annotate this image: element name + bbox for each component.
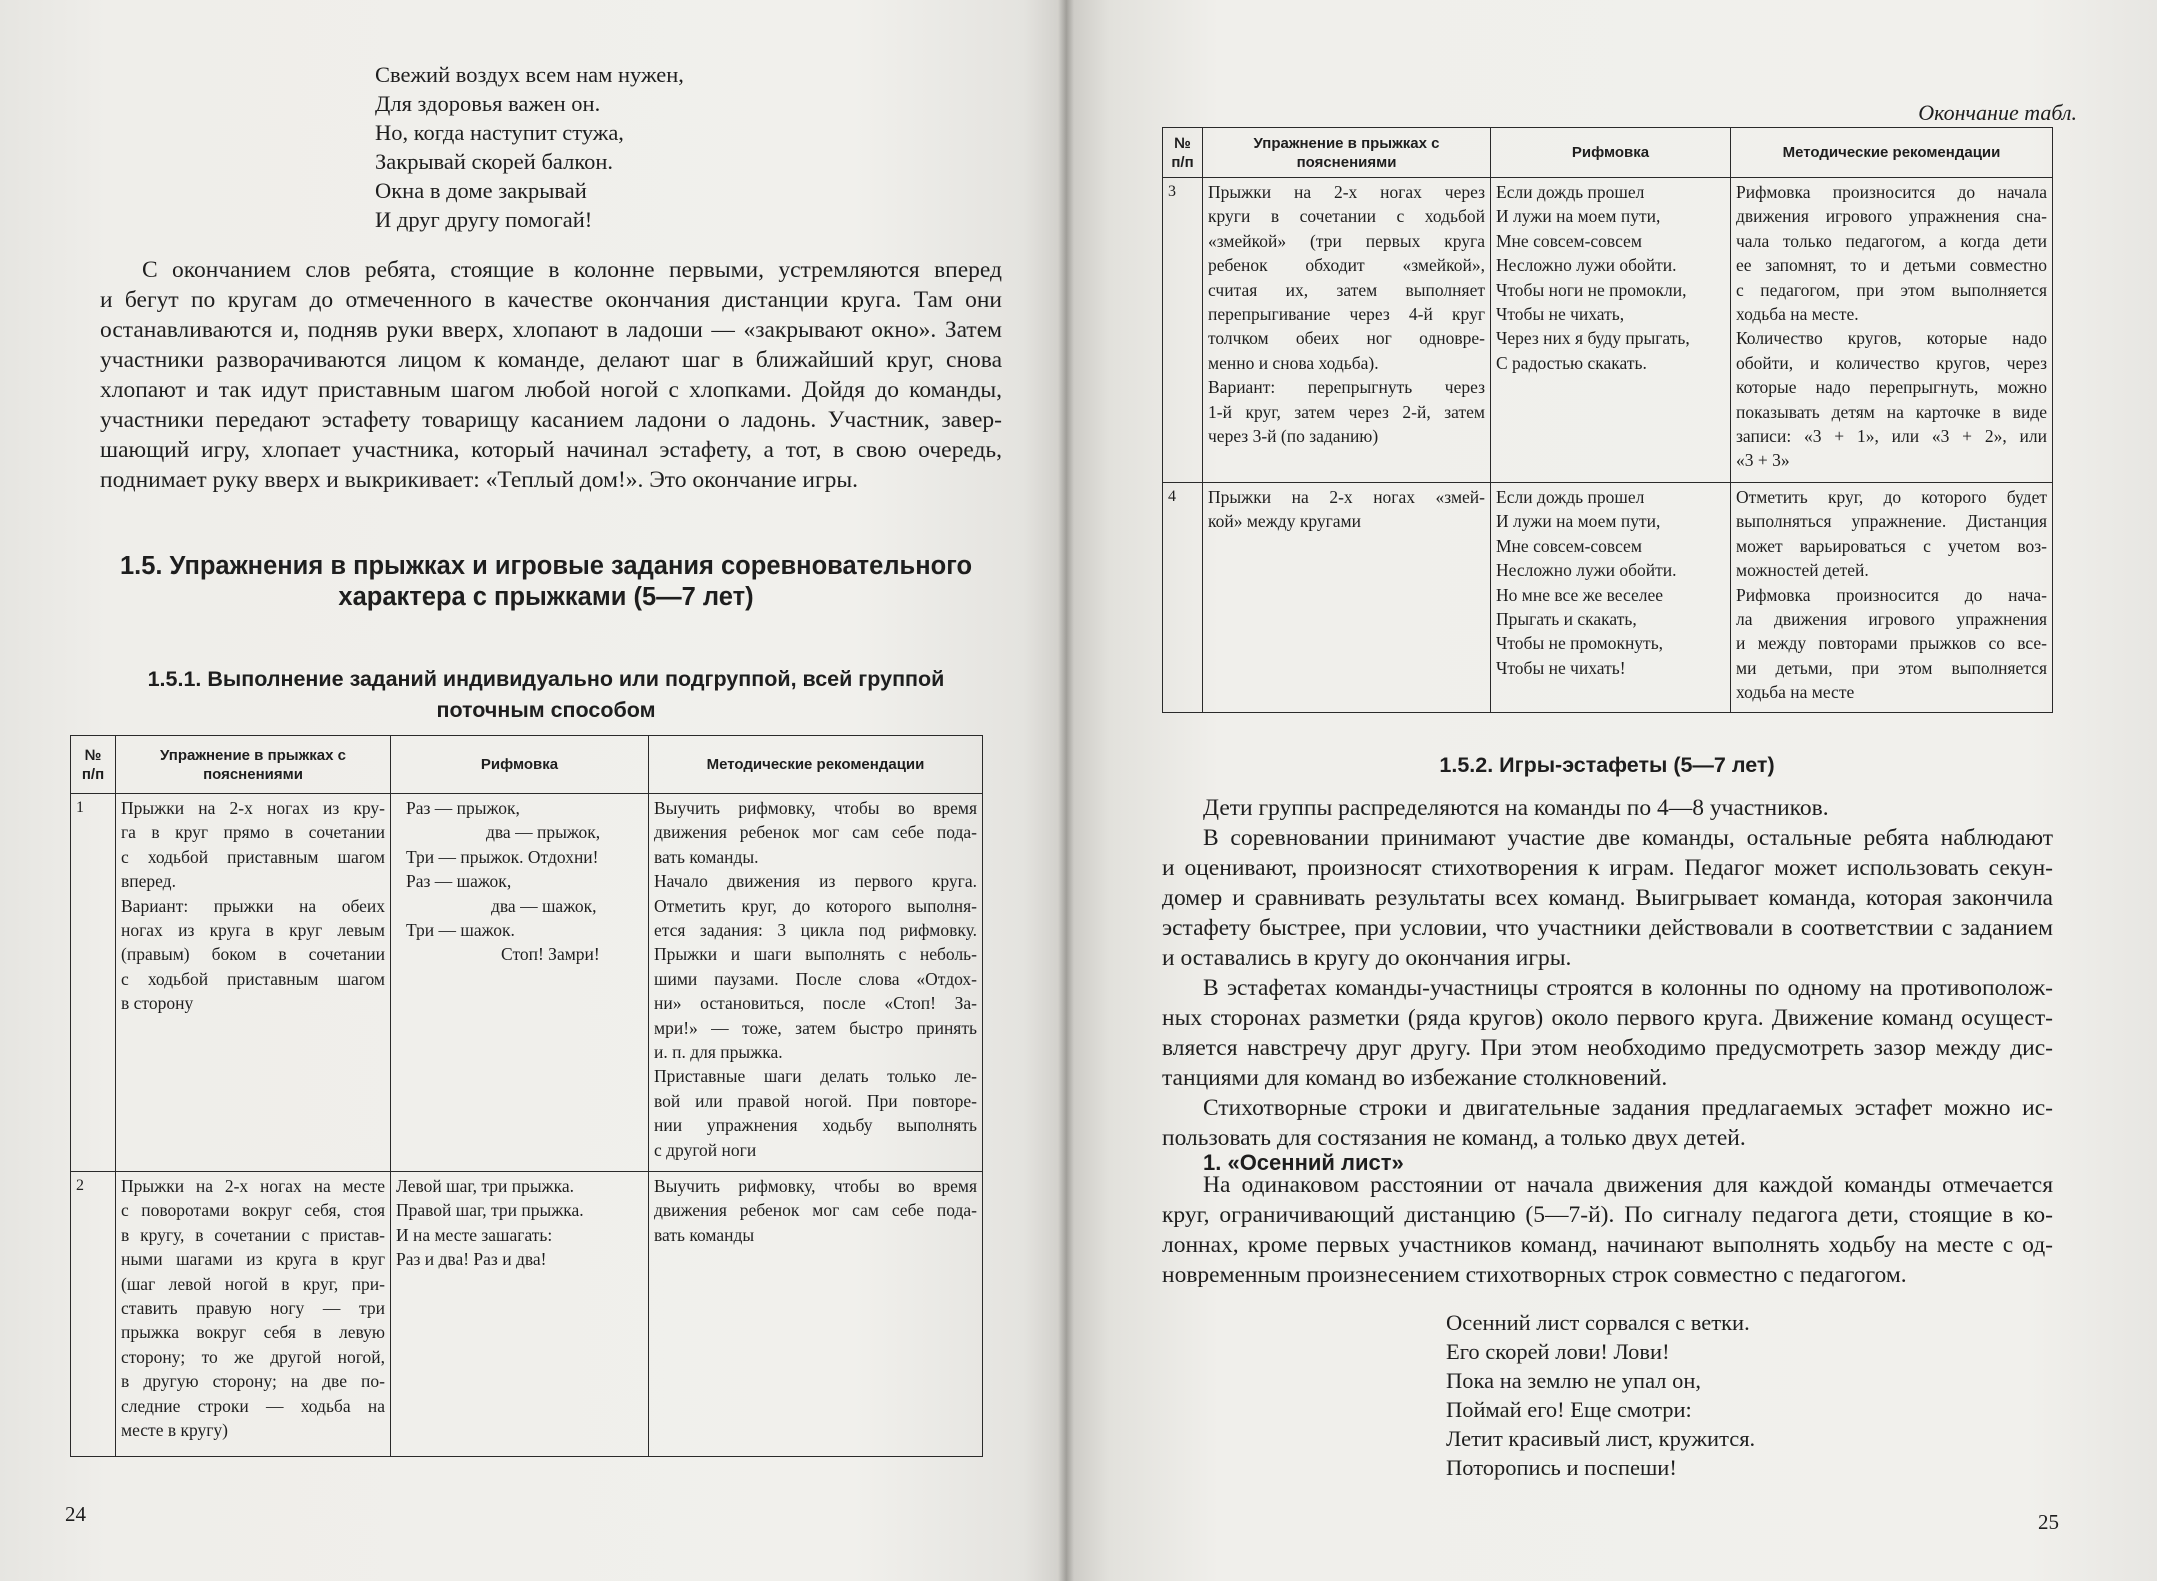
cell-line: Вариант: перепрыгнуть через xyxy=(1208,377,1485,398)
cell-line: толчком обеих ног одновре- xyxy=(1208,328,1485,349)
cell-line: движения игрового упражнения сна- xyxy=(1736,206,2047,227)
exercise-cell xyxy=(116,794,391,1172)
cell-line: Правой шаг, три прыжка. xyxy=(396,1200,584,1221)
subsection-heading-line2: поточным способом xyxy=(436,698,656,722)
cell-line: круги в сочетании с ходьбой xyxy=(1208,206,1485,227)
cell-line: выполняться упражнение. Дистанция xyxy=(1736,511,2047,532)
cell-line: вать команды xyxy=(654,1224,755,1245)
cell-line: шими паузами. После слова «Отдох- xyxy=(654,968,977,989)
cell-line: Раз и два! Раз и два! xyxy=(396,1249,547,1270)
exercise-cell xyxy=(1203,483,1491,713)
rhyme-cell xyxy=(1491,483,1731,713)
cell-line: Три — прыжок. Отдохни! xyxy=(406,846,599,867)
cell-line: Если дождь прошел xyxy=(1496,182,1645,202)
section-heading: 1.5. Упражнения в прыжках и игровые задания соревновательного xyxy=(119,552,973,580)
cell-line: два — прыжок, xyxy=(486,822,601,843)
cell-line: Выучить рифмовку, чтобы во время xyxy=(654,1176,977,1196)
cell-line: га в круг прямо в сочетании xyxy=(121,822,385,843)
cell-line: с поворотами вокруг себя, стоя xyxy=(121,1200,385,1221)
cell-line: Чтобы не чихать, xyxy=(1496,304,1625,325)
cell-line: Через них я буду прыгать, xyxy=(1496,328,1690,349)
cell-line: Чтобы не чихать! xyxy=(1496,657,1626,678)
cell-line: в кругу, в сочетании с пристав- xyxy=(121,1224,385,1245)
paragraph-line: поднимает руку вверх и выкрикивает: «Теплый дом!». Это окончание игры. xyxy=(100,467,859,493)
poem-line: Поймай его! Еще смотри: xyxy=(1446,1397,1692,1422)
cell-line: вперед. xyxy=(121,871,176,892)
table-header-row xyxy=(1163,128,2053,178)
cell-line: Чтобы ноги не промокли, xyxy=(1496,279,1687,300)
cell-line: ставить правую ногу — три xyxy=(121,1298,385,1319)
cell-line: Несложно лужи обойти. xyxy=(1496,255,1677,276)
paragraph-line: круг, ограничивающий дистанцию (5—7-й). По сигналу педагога дети, стоящие в ко- xyxy=(1162,1202,2053,1228)
poem-line: Но, когда наступит стужа, xyxy=(375,120,624,145)
cell-line: ными шагами из круга в круг xyxy=(121,1249,385,1270)
cell-line: в сторону xyxy=(121,993,194,1014)
cell-line: ходьба на месте xyxy=(1736,682,1855,703)
cell-line: месте в кругу) xyxy=(121,1420,228,1441)
cell-line: «3 + 3» xyxy=(1736,450,1790,471)
left-page xyxy=(0,0,1066,1581)
cell-line: Рифмовка произносится до начала xyxy=(1736,182,2047,202)
row-number: 1 xyxy=(71,794,116,1172)
table-row xyxy=(1163,483,2053,713)
table-header-row xyxy=(71,736,983,794)
poem-line: Окна в доме закрывай xyxy=(375,178,587,203)
header-num: № п/п xyxy=(71,736,116,794)
cell-line: Три — шажок. xyxy=(406,920,515,941)
exercise-cell xyxy=(1203,178,1491,483)
row-number: 3 xyxy=(1163,178,1203,483)
cell-line: ее запомнят, то и детьми совместно xyxy=(1736,255,2047,276)
cell-line: Рифмовка произносится до нача- xyxy=(1736,584,2047,605)
paragraph-line: ных сторонах разметки (ряда кругов) около первого круга. Движение команд осущест- xyxy=(1162,1005,2053,1031)
cell-line: нии упражнения ходьбу выполнять xyxy=(654,1115,977,1136)
header-advice: Методические рекомендации xyxy=(649,736,983,794)
cell-line: менно и снова ходьба). xyxy=(1208,352,1379,373)
paragraph-line: танциями для команд во избежание столкновений. xyxy=(1162,1065,1668,1091)
cell-line: Прыжки на 2-х ногах из кру- xyxy=(121,798,385,818)
advice-cell xyxy=(649,794,983,1172)
poem-line: И друг другу помогай! xyxy=(375,207,593,232)
cell-line: следние строки — ходьба на xyxy=(121,1395,385,1416)
paragraph-line: эстафету быстрее, при условии, что участники действовали в соответствии с заданием xyxy=(1162,915,2053,941)
cell-line: И лужи на моем пути, xyxy=(1496,206,1661,227)
cell-line: движения ребенок мог сам себе пода- xyxy=(654,1200,977,1221)
cell-line: Раз — прыжок, xyxy=(406,798,520,818)
cell-line: Количество кругов, которые надо xyxy=(1736,328,2047,349)
cell-line: ла движения игрового упражнения xyxy=(1736,609,2047,630)
cell-line: в другую сторону; на две по- xyxy=(121,1371,385,1392)
cell-line: кой» между кругами xyxy=(1208,511,1361,532)
cell-line: 1-й круг, затем через 2-й, затем xyxy=(1208,401,1485,422)
header-advice: Методические рекомендации xyxy=(1731,128,2053,178)
right-page xyxy=(1066,0,2157,1581)
cell-line: с ходьбой приставным шагом xyxy=(121,968,385,989)
header-num: № п/п xyxy=(1163,128,1203,178)
paragraph-line: В эстафетах команды-участницы строятся в колонны по одному на противополож- xyxy=(1203,975,2053,1001)
cell-line: может варьироваться с учетом воз- xyxy=(1736,535,2047,556)
cell-line: Несложно лужи обойти. xyxy=(1496,560,1677,581)
cell-line: Раз — шажок, xyxy=(406,871,512,892)
cell-line: Прыжки на 2-х ногах на месте xyxy=(121,1176,385,1196)
exercise-table-left xyxy=(70,735,983,1457)
cell-line: считая их, затем выполняет xyxy=(1208,279,1485,300)
cell-line: (правым) боком в сочетании xyxy=(121,944,385,965)
paragraph-line: Стихотворные строки и двигательные задания предлагаемых эстафет можно ис- xyxy=(1203,1095,2053,1121)
cell-line: «змейкой» (три первых круга xyxy=(1208,230,1485,251)
poem-line: Свежий воздух всем нам нужен, xyxy=(375,62,684,87)
cell-line: и. п. для прыжка. xyxy=(654,1042,783,1063)
exercise-cell xyxy=(116,1172,391,1457)
cell-line: Прыжки на 2-х ногах через xyxy=(1208,182,1485,202)
cell-line: Отметить круг, до которого будет xyxy=(1736,487,2047,507)
table-row xyxy=(71,1172,983,1457)
cell-line: Мне совсем-совсем xyxy=(1496,535,1642,556)
row-number: 4 xyxy=(1163,483,1203,713)
header-exercise: Упражнение в прыжках с пояснениями xyxy=(116,736,391,794)
poem-line: Пока на землю не упал он, xyxy=(1446,1368,1702,1393)
cell-line: Прыгать и скакать, xyxy=(1496,609,1637,630)
paragraph-line: и оценивают, произносят стихотворения к играм. Педагог может использовать секун- xyxy=(1162,855,2053,881)
poem-line: Его скорей лови! Лови! xyxy=(1446,1339,1670,1364)
cell-line: Начало движения из первого круга. xyxy=(654,871,977,892)
cell-line: (шаг левой ногой в круг, при- xyxy=(121,1273,385,1294)
cell-line: перепрыгивание через 4-й круг xyxy=(1208,304,1485,325)
cell-line: два — шажок, xyxy=(491,895,597,916)
cell-line: ми детьми, при этом выполняется xyxy=(1736,657,2047,678)
cell-line: ни» остановиться, после «Стоп! За- xyxy=(654,993,977,1014)
poem-line: Закрывай скорей балкон. xyxy=(375,149,614,174)
cell-line: ногах из круга в круг левым xyxy=(121,920,385,941)
cell-line: Левой шаг, три прыжка. xyxy=(396,1176,575,1196)
cell-line: ходьба на месте. xyxy=(1736,304,1859,325)
table-continuation-caption: Окончание табл. xyxy=(1918,100,2077,125)
cell-line: обойти, и количество кругов, через xyxy=(1736,352,2047,373)
cell-line: сторону; то же другой ногой, xyxy=(121,1346,385,1367)
paragraph-line: вляется навстречу друг другу. При этом необходимо предусмотреть зазор между дис- xyxy=(1162,1035,2053,1061)
cell-line: Мне совсем-совсем xyxy=(1496,230,1642,251)
header-exercise: Упражнение в прыжках с пояснениями xyxy=(1203,128,1491,178)
paragraph-line: новременным произнесением стихотворных строк совместно с педагогом. xyxy=(1162,1262,1907,1288)
cell-line: с другой ноги xyxy=(654,1139,757,1160)
advice-cell xyxy=(1731,178,2053,483)
page-number: 25 xyxy=(2038,1510,2059,1534)
cell-line: Если дождь прошел xyxy=(1496,487,1645,507)
book-gutter xyxy=(1058,0,1074,1581)
paragraph-line: На одинаковом расстоянии от начала движения для каждой команды отмечается xyxy=(1203,1172,2053,1198)
cell-line: Прыжки на 2-х ногах «змей- xyxy=(1208,487,1485,507)
paragraph-line: пользовать для состязания не команд, а только двух детей. xyxy=(1162,1125,1746,1151)
header-rhyme: Рифмовка xyxy=(391,736,649,794)
cell-line: записи: «3 + 1», или «3 + 2», или xyxy=(1736,426,2047,447)
cell-line: и между повторами прыжков со все- xyxy=(1736,633,2047,654)
cell-line: чала только педагогом, а когда дети xyxy=(1736,230,2047,251)
poem-line: Осенний лист сорвался с ветки. xyxy=(1446,1310,1750,1335)
poem-line: Для здоровья важен он. xyxy=(375,91,601,116)
cell-line: через 3-й (по заданию) xyxy=(1208,426,1379,447)
cell-line: Чтобы не промокнуть, xyxy=(1496,633,1664,654)
paragraph-line: шающий игру, хлопает участника, который начинал эстафету, а тот, в свою очередь, xyxy=(100,437,1002,463)
cell-line: с педагогом, при этом выполняется xyxy=(1736,279,2047,300)
cell-line: с ходьбой приставным шагом xyxy=(121,846,385,867)
subsection-heading: 1.5.1. Выполнение заданий индивидуально или подгруппой, всей группой xyxy=(147,667,945,691)
row-number: 2 xyxy=(71,1172,116,1457)
paragraph-line: участники передают эстафету товарищу касанием ладони о ладонь. Участник, завер- xyxy=(100,407,1002,433)
table-row xyxy=(71,794,983,1172)
cell-line: С радостью скакать. xyxy=(1496,352,1647,373)
rhyme-cell xyxy=(1491,178,1731,483)
section-heading-line2: характера с прыжками (5—7 лет) xyxy=(338,583,754,611)
exercise-table-right xyxy=(1162,127,2053,713)
paragraph-line: останавливаются и, подняв руки вверх, хлопают в ладоши — «закрывают окно». Затем xyxy=(100,317,1002,343)
paragraph-line: хлопают и так идут приставным шагом любой ногой с хлопками. Дойдя до команды, xyxy=(100,377,1002,403)
cell-line: прыжка вокруг себя в левую xyxy=(121,1322,385,1343)
cell-line: мри!» — тоже, затем быстро принять xyxy=(654,1017,977,1038)
paragraph-line: лоннах, кроме первых участников команд, начинают выполнять ходьбу на месте с од- xyxy=(1162,1232,2053,1258)
paragraph-line: С окончанием слов ребята, стоящие в колонне первыми, устремляются вперед xyxy=(142,257,1002,283)
subsection-heading: 1.5.2. Игры-эстафеты (5—7 лет) xyxy=(1439,753,1775,777)
cell-line: вать команды. xyxy=(654,846,759,867)
cell-line: Приставные шаги делать только ле- xyxy=(654,1066,977,1087)
cell-line: Вариант: прыжки на обеих xyxy=(121,895,385,916)
cell-line: движения ребенок мог сам себе пода- xyxy=(654,822,977,843)
page-number: 24 xyxy=(65,1502,86,1526)
poem-line: Поторопись и поспеши! xyxy=(1446,1455,1677,1480)
cell-line: которые надо перепрыгнуть, можно xyxy=(1736,377,2047,398)
advice-cell xyxy=(1731,483,2053,713)
cell-line: вой или правой ногой. При повторе- xyxy=(654,1090,977,1111)
cell-line: можностей детей. xyxy=(1736,560,1869,581)
cell-line: И на месте зашагать: xyxy=(396,1224,553,1245)
cell-line: Прыжки и шаги выполнять с неболь- xyxy=(654,944,977,965)
table-row xyxy=(1163,178,2053,483)
cell-line: показывать детям на карточке в виде xyxy=(1736,401,2047,422)
cell-line: Стоп! Замри! xyxy=(501,944,600,965)
cell-line: ется задания: 3 цикла под рифмовку. xyxy=(654,920,977,941)
paragraph-line: и оставались в кругу до окончания игры. xyxy=(1162,945,1572,971)
paragraph-line: участники разворачиваются лицом к команде, делают шаг в ближайший круг, снова xyxy=(100,347,1002,373)
cell-line: Выучить рифмовку, чтобы во время xyxy=(654,798,977,818)
cell-line: И лужи на моем пути, xyxy=(1496,511,1661,532)
paragraph-line: и бегут по кругам до отмеченного в качестве окончания дистанции круга. Там они xyxy=(100,287,1002,313)
paragraph-line: Дети группы распределяются на команды по 4—8 участников. xyxy=(1203,795,1829,821)
poem-line: Летит красивый лист, кружится. xyxy=(1446,1426,1756,1451)
paragraph-line: домер и сравнивать результаты всех команд. Выигрывает команда, которая закончила xyxy=(1162,885,2053,911)
cell-line: ребенок обходит «змейкой», xyxy=(1208,255,1485,276)
rhyme-cell xyxy=(391,794,649,1172)
cell-line: Отметить круг, до которого выполня- xyxy=(654,895,977,916)
paragraph-line: В соревновании принимают участие две команды, остальные ребята наблюдают xyxy=(1203,825,2053,851)
header-rhyme: Рифмовка xyxy=(1491,128,1731,178)
advice-cell xyxy=(649,1172,983,1457)
game-title: 1. «Осенний лист» xyxy=(1203,1150,1404,1175)
cell-line: Но мне все же веселее xyxy=(1496,584,1664,605)
rhyme-cell xyxy=(391,1172,649,1457)
